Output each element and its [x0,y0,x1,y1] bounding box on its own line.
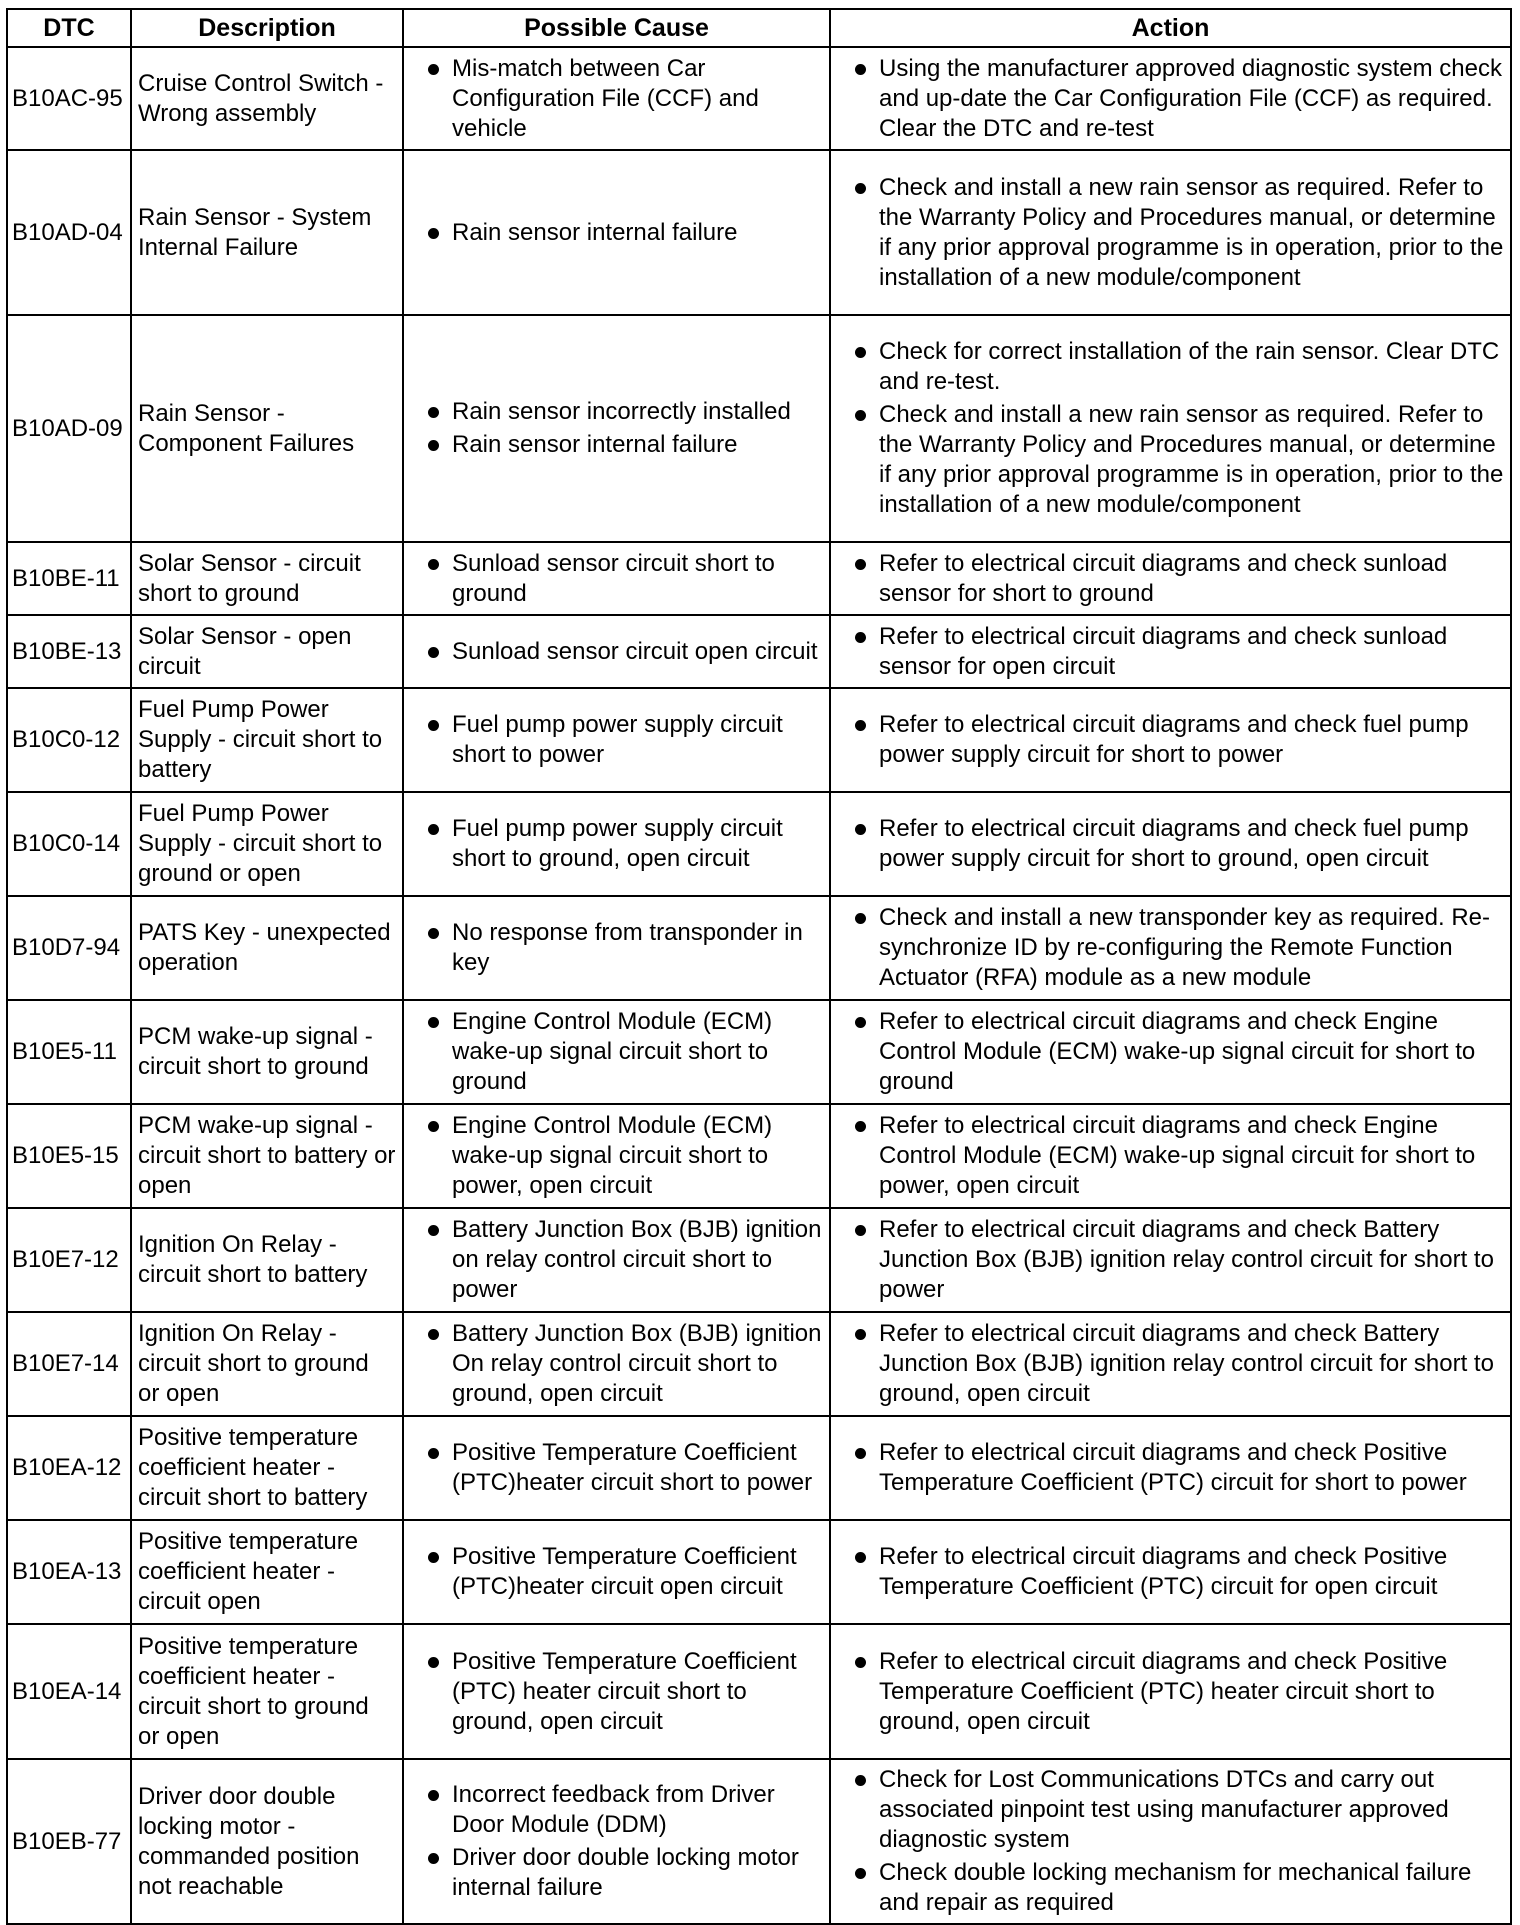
dtc-description: Positive temperature coefficient heater - circuit short to battery [131,1416,403,1520]
possible-cause-cell [403,1759,830,1924]
dtc-code: B10AC-95 [7,47,131,150]
dtc-code: B10BE-13 [7,615,131,688]
possible-cause-item: Engine Control Module (ECM) wake-up signal circuit short to power, open circuit [410,1111,823,1201]
dtc-code: B10EA-12 [7,1416,131,1520]
action-list [837,1438,1504,1498]
action-item: Refer to electrical circuit diagrams and check fuel pump power supply circuit for short to power [837,710,1504,770]
dtc-code: B10AD-04 [7,150,131,315]
dtc-code: B10C0-12 [7,688,131,792]
possible-cause-item: Positive Temperature Coefficient (PTC) heater circuit short to ground, open circuit [410,1647,823,1737]
possible-cause-cell [403,1208,830,1312]
dtc-description: Solar Sensor - circuit short to ground [131,542,403,615]
possible-cause-cell [403,896,830,1000]
possible-cause-item: Fuel pump power supply circuit short to ground, open circuit [410,814,823,874]
action-item: Refer to electrical circuit diagrams and check Battery Junction Box (BJB) ignition relay control circuit for short to power [837,1215,1504,1305]
dtc-code: B10EA-13 [7,1520,131,1624]
action-item: Refer to electrical circuit diagrams and check Positive Temperature Coefficient (PTC) heater circuit short to ground, open circuit [837,1647,1504,1737]
dtc-description: Cruise Control Switch - Wrong assembly [131,47,403,150]
dtc-description: Rain Sensor - Component Failures [131,315,403,542]
possible-cause-list [410,918,823,978]
dtc-description: Positive temperature coefficient heater - circuit short to ground or open [131,1624,403,1759]
action-item: Check and install a new transponder key as required. Re-synchronize ID by re-configuring the Remote Function Actuator (RFA) module as a new module [837,903,1504,993]
dtc-description: Positive temperature coefficient heater - circuit open [131,1520,403,1624]
action-list [837,622,1504,682]
action-item: Refer to electrical circuit diagrams and check Positive Temperature Coefficient (PTC) circuit for short to power [837,1438,1504,1498]
action-item: Check and install a new rain sensor as required. Refer to the Warranty Policy and Procedures manual, or determine if any prior approval programme is in operation, prior to the installation of a new module/component [837,173,1504,293]
dtc-code: B10E5-15 [7,1104,131,1208]
action-item: Refer to electrical circuit diagrams and check sunload sensor for short to ground [837,549,1504,609]
action-list [837,1542,1504,1602]
possible-cause-cell [403,150,830,315]
action-cell [830,1312,1511,1416]
action-cell [830,1624,1511,1759]
possible-cause-item: Positive Temperature Coefficient (PTC)heater circuit short to power [410,1438,823,1498]
table-row [7,1416,1511,1520]
possible-cause-item: Incorrect feedback from Driver Door Module (DDM) [410,1780,823,1840]
action-item: Refer to electrical circuit diagrams and check Battery Junction Box (BJB) ignition relay control circuit for short to ground, open circuit [837,1319,1504,1409]
action-cell [830,47,1511,150]
possible-cause-list [410,218,823,248]
action-item: Check for correct installation of the rain sensor. Clear DTC and re-test. [837,337,1504,397]
possible-cause-list [410,814,823,874]
action-item: Using the manufacturer approved diagnostic system check and up-date the Car Configuration File (CCF) as required. Clear the DTC and re-test [837,54,1504,144]
dtc-description: Ignition On Relay - circuit short to ground or open [131,1312,403,1416]
table-row [7,792,1511,896]
possible-cause-list [410,710,823,770]
action-list [837,549,1504,609]
dtc-code: B10D7-94 [7,896,131,1000]
dtc-code: B10AD-09 [7,315,131,542]
table-row [7,896,1511,1000]
action-cell [830,792,1511,896]
action-item: Refer to electrical circuit diagrams and check sunload sensor for open circuit [837,622,1504,682]
action-cell [830,1520,1511,1624]
possible-cause-list [410,1215,823,1305]
action-list [837,1319,1504,1409]
action-list [837,814,1504,874]
action-list [837,710,1504,770]
action-cell [830,896,1511,1000]
possible-cause-cell [403,1104,830,1208]
table-row [7,688,1511,792]
action-cell [830,315,1511,542]
possible-cause-cell [403,1624,830,1759]
action-list [837,337,1504,520]
possible-cause-item: Rain sensor internal failure [410,430,823,460]
possible-cause-cell [403,1312,830,1416]
dtc-code: B10E7-14 [7,1312,131,1416]
possible-cause-item: Battery Junction Box (BJB) ignition On relay control circuit short to ground, open circuit [410,1319,823,1409]
action-cell [830,688,1511,792]
action-list [837,173,1504,293]
action-item: Refer to electrical circuit diagrams and check fuel pump power supply circuit for short to ground, open circuit [837,814,1504,874]
table-row [7,1759,1511,1924]
dtc-table [6,8,1512,1925]
possible-cause-cell [403,792,830,896]
possible-cause-item: Positive Temperature Coefficient (PTC)heater circuit open circuit [410,1542,823,1602]
header-dtc: DTC [7,9,131,47]
dtc-description: Fuel Pump Power Supply - circuit short to ground or open [131,792,403,896]
table-row [7,150,1511,315]
action-list [837,1765,1504,1918]
dtc-description: Driver door double locking motor - commanded position not reachable [131,1759,403,1924]
possible-cause-list [410,1111,823,1201]
possible-cause-cell [403,688,830,792]
possible-cause-list [410,1007,823,1097]
possible-cause-item: Mis-match between Car Configuration File (CCF) and vehicle [410,54,823,144]
dtc-description: PATS Key - unexpected operation [131,896,403,1000]
possible-cause-item: Driver door double locking motor internal failure [410,1843,823,1903]
header-row [7,9,1511,47]
table-row [7,1104,1511,1208]
possible-cause-item: No response from transponder in key [410,918,823,978]
table-row [7,1000,1511,1104]
action-item: Refer to electrical circuit diagrams and check Engine Control Module (ECM) wake-up signal circuit for short to ground [837,1007,1504,1097]
action-cell [830,1759,1511,1924]
action-list [837,54,1504,144]
action-cell [830,1208,1511,1312]
action-cell [830,150,1511,315]
action-list [837,1647,1504,1737]
action-list [837,903,1504,993]
possible-cause-item: Sunload sensor circuit open circuit [410,637,823,667]
action-cell [830,542,1511,615]
dtc-code: B10E5-11 [7,1000,131,1104]
possible-cause-item: Rain sensor incorrectly installed [410,397,823,427]
dtc-code: B10BE-11 [7,542,131,615]
possible-cause-list [410,1319,823,1409]
dtc-code: B10EB-77 [7,1759,131,1924]
dtc-description: Ignition On Relay - circuit short to battery [131,1208,403,1312]
possible-cause-list [410,637,823,667]
table-row [7,1520,1511,1624]
possible-cause-list [410,54,823,144]
action-list [837,1215,1504,1305]
dtc-code: B10EA-14 [7,1624,131,1759]
action-item: Check for Lost Communications DTCs and carry out associated pinpoint test using manufacturer approved diagnostic system [837,1765,1504,1855]
dtc-description: Fuel Pump Power Supply - circuit short to battery [131,688,403,792]
possible-cause-list [410,1542,823,1602]
action-cell [830,1416,1511,1520]
action-list [837,1111,1504,1201]
dtc-description: PCM wake-up signal - circuit short to battery or open [131,1104,403,1208]
action-item: Check and install a new rain sensor as required. Refer to the Warranty Policy and Procedures manual, or determine if any prior approval programme is in operation, prior to the installation of a new module/component [837,400,1504,520]
table-row [7,1208,1511,1312]
possible-cause-cell [403,615,830,688]
action-item: Check double locking mechanism for mechanical failure and repair as required [837,1858,1504,1918]
header-possible-cause: Possible Cause [403,9,830,47]
action-list [837,1007,1504,1097]
possible-cause-cell [403,1000,830,1104]
table-row [7,1624,1511,1759]
dtc-description: Solar Sensor - open circuit [131,615,403,688]
dtc-description: Rain Sensor - System Internal Failure [131,150,403,315]
possible-cause-item: Battery Junction Box (BJB) ignition on relay control circuit short to power [410,1215,823,1305]
action-cell [830,1104,1511,1208]
possible-cause-list [410,1780,823,1903]
table-row [7,615,1511,688]
dtc-code: B10C0-14 [7,792,131,896]
possible-cause-cell [403,47,830,150]
possible-cause-item: Fuel pump power supply circuit short to power [410,710,823,770]
header-action: Action [830,9,1511,47]
dtc-code: B10E7-12 [7,1208,131,1312]
action-cell [830,615,1511,688]
possible-cause-item: Engine Control Module (ECM) wake-up signal circuit short to ground [410,1007,823,1097]
possible-cause-item: Sunload sensor circuit short to ground [410,549,823,609]
table-row [7,1312,1511,1416]
dtc-description: PCM wake-up signal - circuit short to ground [131,1000,403,1104]
possible-cause-cell [403,1416,830,1520]
table-row [7,47,1511,150]
table-row [7,315,1511,542]
action-cell [830,1000,1511,1104]
header-description: Description [131,9,403,47]
possible-cause-cell [403,315,830,542]
possible-cause-list [410,397,823,460]
possible-cause-list [410,1647,823,1737]
possible-cause-item: Rain sensor internal failure [410,218,823,248]
possible-cause-list [410,1438,823,1498]
possible-cause-cell [403,1520,830,1624]
possible-cause-list [410,549,823,609]
action-item: Refer to electrical circuit diagrams and check Engine Control Module (ECM) wake-up signal circuit for short to power, open circuit [837,1111,1504,1201]
possible-cause-cell [403,542,830,615]
action-item: Refer to electrical circuit diagrams and check Positive Temperature Coefficient (PTC) circuit for open circuit [837,1542,1504,1602]
table-row [7,542,1511,615]
